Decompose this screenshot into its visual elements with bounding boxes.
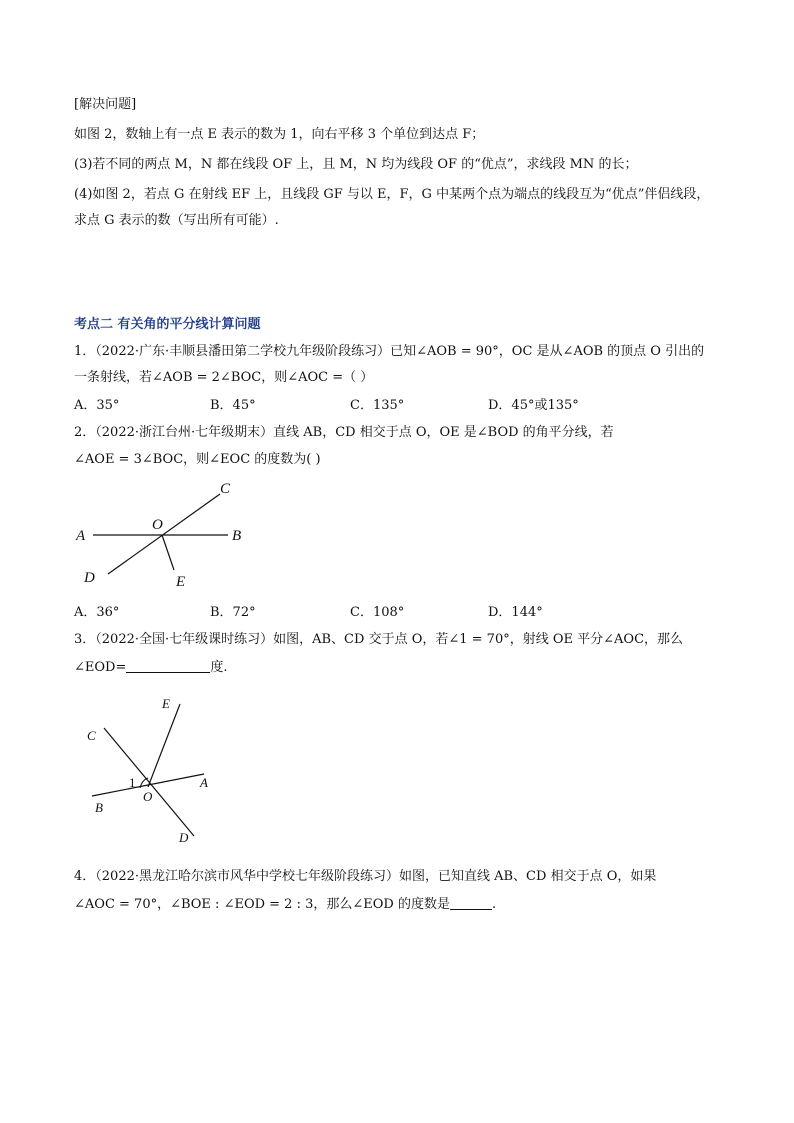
label-o: O — [143, 789, 153, 804]
label-e: E — [176, 574, 186, 590]
option-d: D．45°或135° — [488, 398, 579, 413]
eod-label: ∠EOD= — [74, 660, 127, 675]
answer-blank[interactable] — [126, 658, 210, 673]
ray-oe — [162, 535, 174, 570]
label-d: D — [84, 570, 95, 586]
q4-text: ∠AOC = 70°，∠BOE : ∠EOD = 2 : 3，那么∠EOD 的度数是 — [74, 897, 450, 912]
label-c: C — [220, 481, 231, 497]
label-a: A — [76, 528, 86, 544]
question-3-figure — [80, 690, 230, 850]
question-2-line-2: ∠AOE = 3∠BOC，则∠EOC 的度数为( ) — [74, 452, 321, 467]
solve-problem-title: [解决问题] — [74, 97, 137, 112]
problem-text-line: (4)如图 2，若点 G 在射线 EF 上，且线段 GF 与以 E，F，G 中某两个点为端点的线段互为“优点”伴侣线段， — [74, 187, 710, 202]
answer-blank[interactable] — [450, 895, 492, 910]
label-c: C — [87, 728, 96, 743]
degree-unit: 度. — [210, 660, 228, 675]
label-e: E — [162, 696, 170, 711]
question-4-line-2 — [74, 895, 496, 914]
question-4-line-1: 4．（2022·黑龙江哈尔滨市风华中学校七年级阶段练习）如图，已知直线 AB、CD 相交于点 O，如果 — [74, 869, 657, 884]
label-b: B — [232, 528, 242, 544]
ray-oe — [148, 704, 180, 787]
line-cd — [104, 728, 194, 836]
label-angle-1: 1 — [129, 775, 136, 790]
question-3-line-1: 3．（2022·全国·七年级课时练习）如图，AB、CD 交于点 O，若∠1 = 70°，射线 OE 平分∠AOC，那么 — [74, 632, 684, 647]
option-a: A．35° — [74, 398, 120, 413]
question-1-line-2: 一条射线，若∠AOB = 2∠BOC，则∠AOC =（ ） — [74, 370, 374, 385]
label-b: B — [95, 800, 103, 815]
label-o: O — [152, 517, 163, 533]
option-b: B．45° — [210, 398, 256, 413]
label-a: A — [200, 775, 208, 790]
q4-period: . — [491, 897, 497, 912]
question-3-line-2 — [74, 658, 228, 677]
label-d: D — [179, 830, 189, 845]
option-c: C．108° — [350, 605, 405, 620]
option-d: D．144° — [488, 605, 543, 620]
option-c: C．135° — [350, 398, 405, 413]
option-b: B．72° — [210, 605, 256, 620]
question-2-line-1: 2．（2022·浙江台州·七年级期末）直线 AB，CD 相交于点 O，OE 是∠BOD 的角平分线，若 — [74, 425, 614, 440]
problem-text-line: 如图 2，数轴上有一点 E 表示的数为 1，向右平移 3 个单位到达点 F； — [74, 127, 485, 142]
line-cd — [108, 494, 220, 574]
problem-text-line: 求点 G 表示的数（写出所有可能）. — [74, 213, 279, 228]
problem-text-line: (3)若不同的两点 M，N 都在线段 OF 上，且 M，N 均为线段 OF 的“优点”，求线段 MN 的长； — [74, 157, 638, 172]
question-2-figure — [70, 474, 260, 594]
question-1-line-1: 1．（2022·广东·丰顺县潘田第二学校九年级阶段练习）已知∠AOB = 90°，OC 是从∠AOB 的顶点 O 引出的 — [74, 344, 705, 359]
option-a: A．36° — [74, 605, 120, 620]
section-heading: 考点二 有关角的平分线计算问题 — [74, 317, 261, 332]
